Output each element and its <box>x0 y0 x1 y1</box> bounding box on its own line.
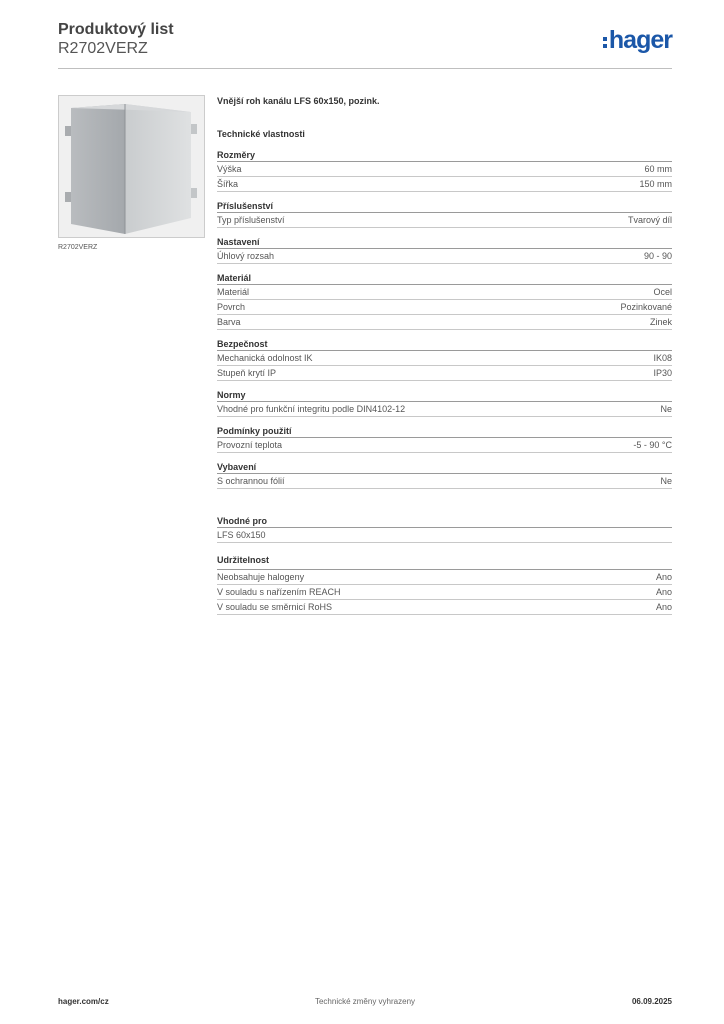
section-suitable-for <box>217 514 672 543</box>
row-value: -5 - 90 °C <box>633 440 672 450</box>
row-label: Provozní teplota <box>217 440 283 450</box>
section-title: Podmínky použití <box>217 424 672 438</box>
section-title: Nastavení <box>217 235 672 249</box>
row-label: Stupeň krytí IP <box>217 368 277 378</box>
table-row <box>217 300 672 315</box>
section-title: Bezpečnost <box>217 337 672 351</box>
row-label: LFS 60x150 <box>217 530 266 540</box>
row-value: IK08 <box>653 353 672 363</box>
section-title: Rozměry <box>217 148 672 162</box>
section-safety <box>217 337 672 381</box>
image-caption: R2702VERZ <box>58 244 98 251</box>
header-divider <box>58 68 672 69</box>
row-label: Povrch <box>217 302 246 312</box>
row-value: Ne <box>660 476 672 486</box>
logo-dots-icon <box>603 37 607 48</box>
page-header <box>58 20 672 68</box>
row-value: Pozinkované <box>620 302 672 312</box>
product-image-graphic <box>59 96 205 238</box>
table-row <box>217 600 672 615</box>
row-label: Mechanická odolnost IK <box>217 353 313 363</box>
section-settings <box>217 235 672 264</box>
row-label: Výška <box>217 164 242 174</box>
row-label: V souladu se směrnicí RoHS <box>217 602 333 612</box>
row-value: Zinek <box>649 317 672 327</box>
product-description: Vnější roh kanálu LFS 60x150, pozink. <box>217 96 380 106</box>
hager-logo <box>603 26 672 54</box>
footer-notice: Technické změny vyhrazeny <box>314 997 416 1006</box>
section-title: Normy <box>217 388 672 402</box>
section-title: Příslušenství <box>217 199 672 213</box>
table-row <box>217 366 672 381</box>
row-label: Šířka <box>217 179 239 189</box>
section-dimensions <box>217 148 672 192</box>
table-row <box>217 249 672 264</box>
table-row <box>217 402 672 417</box>
table-row <box>217 528 672 543</box>
row-value: IP30 <box>653 368 672 378</box>
table-row <box>217 162 672 177</box>
product-image <box>58 95 205 238</box>
product-code: R2702VERZ <box>58 40 148 57</box>
row-value: 60 mm <box>644 164 672 174</box>
section-spacer <box>217 496 672 514</box>
table-row <box>217 438 672 453</box>
table-row <box>217 213 672 228</box>
table-row <box>217 351 672 366</box>
section-standards <box>217 388 672 417</box>
section-title: Vybavení <box>217 460 672 474</box>
footer-website-link[interactable]: hager.com/cz <box>58 997 109 1006</box>
row-label: Barva <box>217 317 241 327</box>
footer-date: 06.09.2025 <box>631 997 672 1006</box>
row-label: Neobsahuje halogeny <box>217 572 305 582</box>
technical-properties-heading: Technické vlastnosti <box>217 129 305 139</box>
row-value: Ne <box>660 404 672 414</box>
row-label: Typ příslušenství <box>217 215 285 225</box>
row-value: Ano <box>655 602 672 612</box>
table-row <box>217 285 672 300</box>
section-conditions <box>217 424 672 453</box>
section-material <box>217 271 672 330</box>
row-label: Úhlový rozsah <box>217 251 275 261</box>
row-value: Ano <box>655 572 672 582</box>
table-row <box>217 474 672 489</box>
row-value: Ocel <box>653 287 672 297</box>
section-sustainability <box>217 550 672 615</box>
row-label: Materiál <box>217 287 250 297</box>
row-value: Tvarový díl <box>627 215 672 225</box>
section-accessories <box>217 199 672 228</box>
row-value: 90 - 90 <box>643 251 672 261</box>
section-title: Vhodné pro <box>217 514 672 528</box>
table-row <box>217 177 672 192</box>
row-value: 150 mm <box>639 179 672 189</box>
table-row <box>217 585 672 600</box>
row-value: Ano <box>655 587 672 597</box>
product-details <box>217 96 672 622</box>
section-title: Materiál <box>217 271 672 285</box>
page-footer <box>58 997 672 1011</box>
row-label: Vhodné pro funkční integritu podle DIN4102-12 <box>217 404 406 414</box>
logo-text: hager <box>608 26 672 54</box>
row-label: S ochrannou fólií <box>217 476 285 486</box>
section-title: Udržitelnost <box>217 550 672 570</box>
document-title: Produktový list <box>58 21 174 38</box>
table-row <box>217 570 672 585</box>
row-label: V souladu s nařízením REACH <box>217 587 341 597</box>
section-equipment <box>217 460 672 489</box>
table-row <box>217 315 672 330</box>
